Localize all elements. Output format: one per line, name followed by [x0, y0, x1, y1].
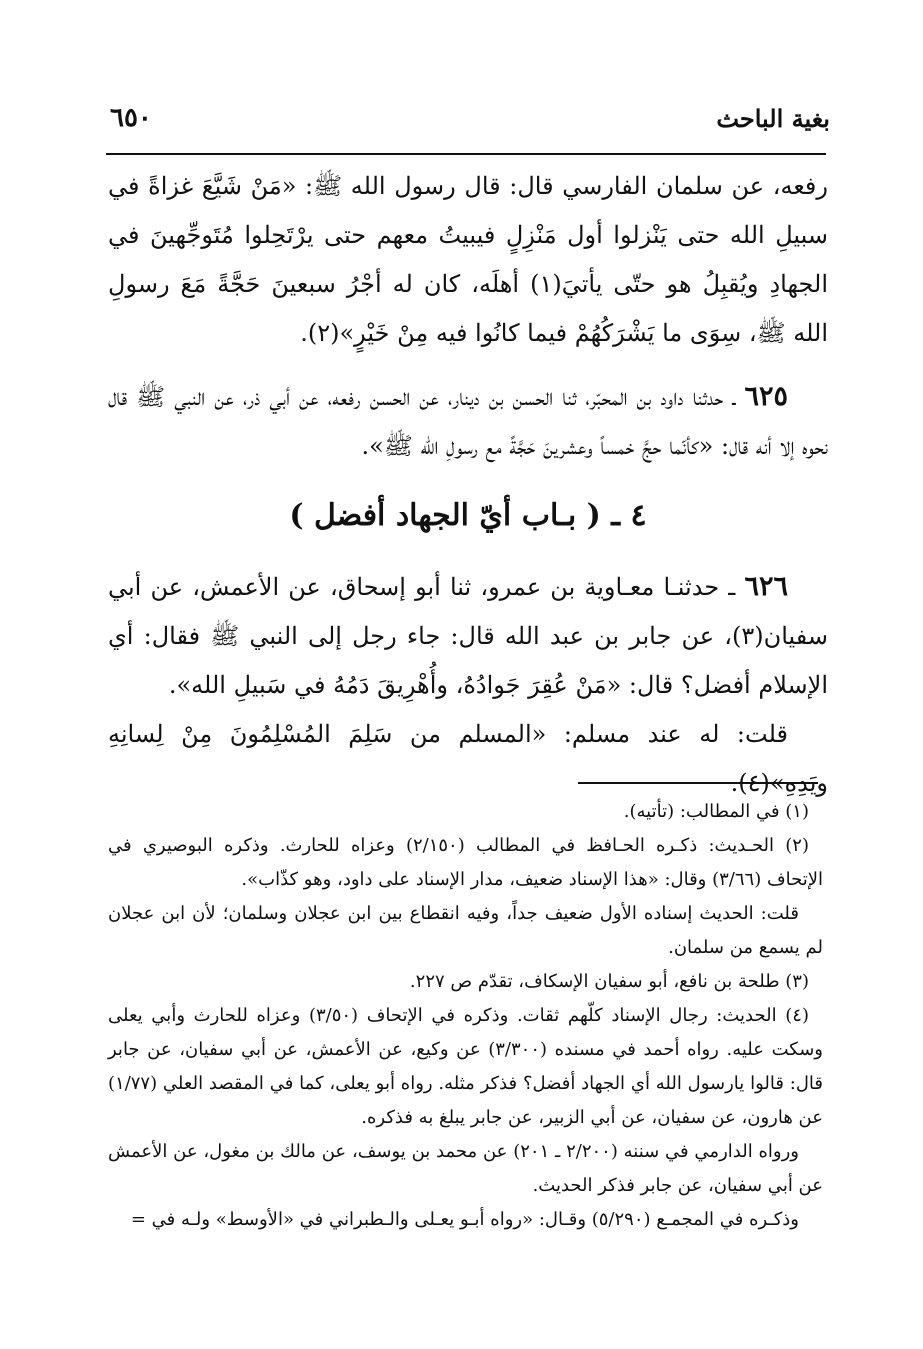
hadith-626 — [108, 562, 828, 710]
footnotes — [108, 795, 823, 1237]
hadith-number: ٦٢٦ — [744, 571, 788, 602]
footnote-2-comment: قلت: الحديث إسناده الأول ضعيف جداً، وفيه انقطاع بين ابن عجلان وسلمان؛ لأن ابن عجلان لم يسمع من سلمان. — [108, 903, 823, 958]
footnote-4: (٤) الحديث: رجال الإسناد كلّهم ثقات. وذكره في الإتحاف (٣/٥٠) وعزاه للحارث وأبي يعلى وسكت عليه. رواه أحمد في مسنده (٣/٣٠٠) عن وكيع، عن الأعمش، عن أبي سفيان، عن جابر قال: قالوا يارسول الله أي الجهاد أفضل؟ فذكر مثله. رواه أبو يعلى، كما في المقصد العلي (١/٧٧) عن هارون، عن سفيان، عن أبي الزبير، عن جابر يبلغ به فذكره. — [108, 1005, 823, 1128]
author-note: قلت: له عند مسلم: «المسلم من سَلِمَ المُسْلِمُونَ مِنْ لِسانِهِ ويَدِهِ»(٤). — [108, 720, 828, 797]
hadith-625 — [108, 372, 828, 471]
main-text — [108, 162, 828, 808]
page-number: ٦٥٠ — [110, 103, 152, 133]
footnote-4-darimi: ورواه الدارمي في سننه (٢/٢٠٠ ـ ٢٠١) عن محمد بن يوسف، عن مالك بن مغول، عن الأعمش عن أبي سفيان، عن جابر فذكر الحديث. — [108, 1141, 823, 1196]
section-heading: ٤ ـ ( بـاب أيّ الجهاد أفضل ) — [289, 498, 647, 533]
footnote-4-majma: وذكـره في المجمـع (٥/٢٩٠) وقـال: «رواه أبـو يعـلى والـطبراني في «الأوسط» ولـه في = — [130, 1209, 799, 1230]
footnote-3: (٣) طلحة بن نافع، أبو سفيان الإسكاف، تقدّم ص ٢٢٧. — [409, 971, 809, 992]
hadith-624-continuation: رفعه، عن سلمان الفارسي قال: قال رسول الله ﷺ: «مَنْ شَيَّعَ غزاةً في سبيلِ الله حتى يَنْزلوا أول مَنْزِلٍ فيبيتُ معهم حتى يرْتَحِلوا مُتَوجِّهينَ في الجهادِ ويُقبِلُ هو حتّى يأتيَ(١) أهلَه، كان له أجْرُ سبعينَ حَجَّةً مَعَ رسولِ الله ﷺ، سِوَى ما يَشْرَكُهُمْ فيما كانُوا فيه مِنْ خَيْرٍ»(٢). — [108, 172, 828, 347]
footnote-2: (٢) الحـديث: ذكـره الحـافظ في المطالب (٢/١٥٠) وعزاه للحارث. وذكره البوصيري في الإتحاف (٣/٦٦) وقال: «هذا الإسناد ضعيف، مدار الإسناد على داود، وهو كذّاب». — [108, 835, 823, 890]
footnote-1: (١) في المطالب: (تأتيه). — [623, 801, 809, 822]
footnote-separator — [578, 782, 818, 784]
header-rule — [106, 153, 826, 155]
page-header — [110, 98, 830, 138]
hadith-number: ٦٢٥ — [744, 381, 788, 412]
hadith-text: ـ حدثنـا معـاوية بن عمرو، ثنا أبو إسحاق، عن الأعمش، عن أبي سفيان(٣)، عن جابر بن عبد الله قال: جاء رجل إلى النبي ﷺ فقال: أي الإسلام أفضل؟ قال: «مَنْ عُقِرَ جَوادُهُ، وأُهْرِيقَ دَمُهُ في سَبيلِ الله». — [108, 573, 828, 699]
running-title: بغية الباحث — [716, 103, 830, 133]
hadith-text: ـ حدثنا داود بن المحبّر، ثنا الحسن بن دينار، عن الحسن رفعه، عن أبي ذر، عن النبي ﷺ قال نحوه إلا أنه قال: «كأنّما حجَّ خمساً وعشرينَ حَجَّةً مع رسولِ الله ﷺ». — [108, 383, 828, 460]
